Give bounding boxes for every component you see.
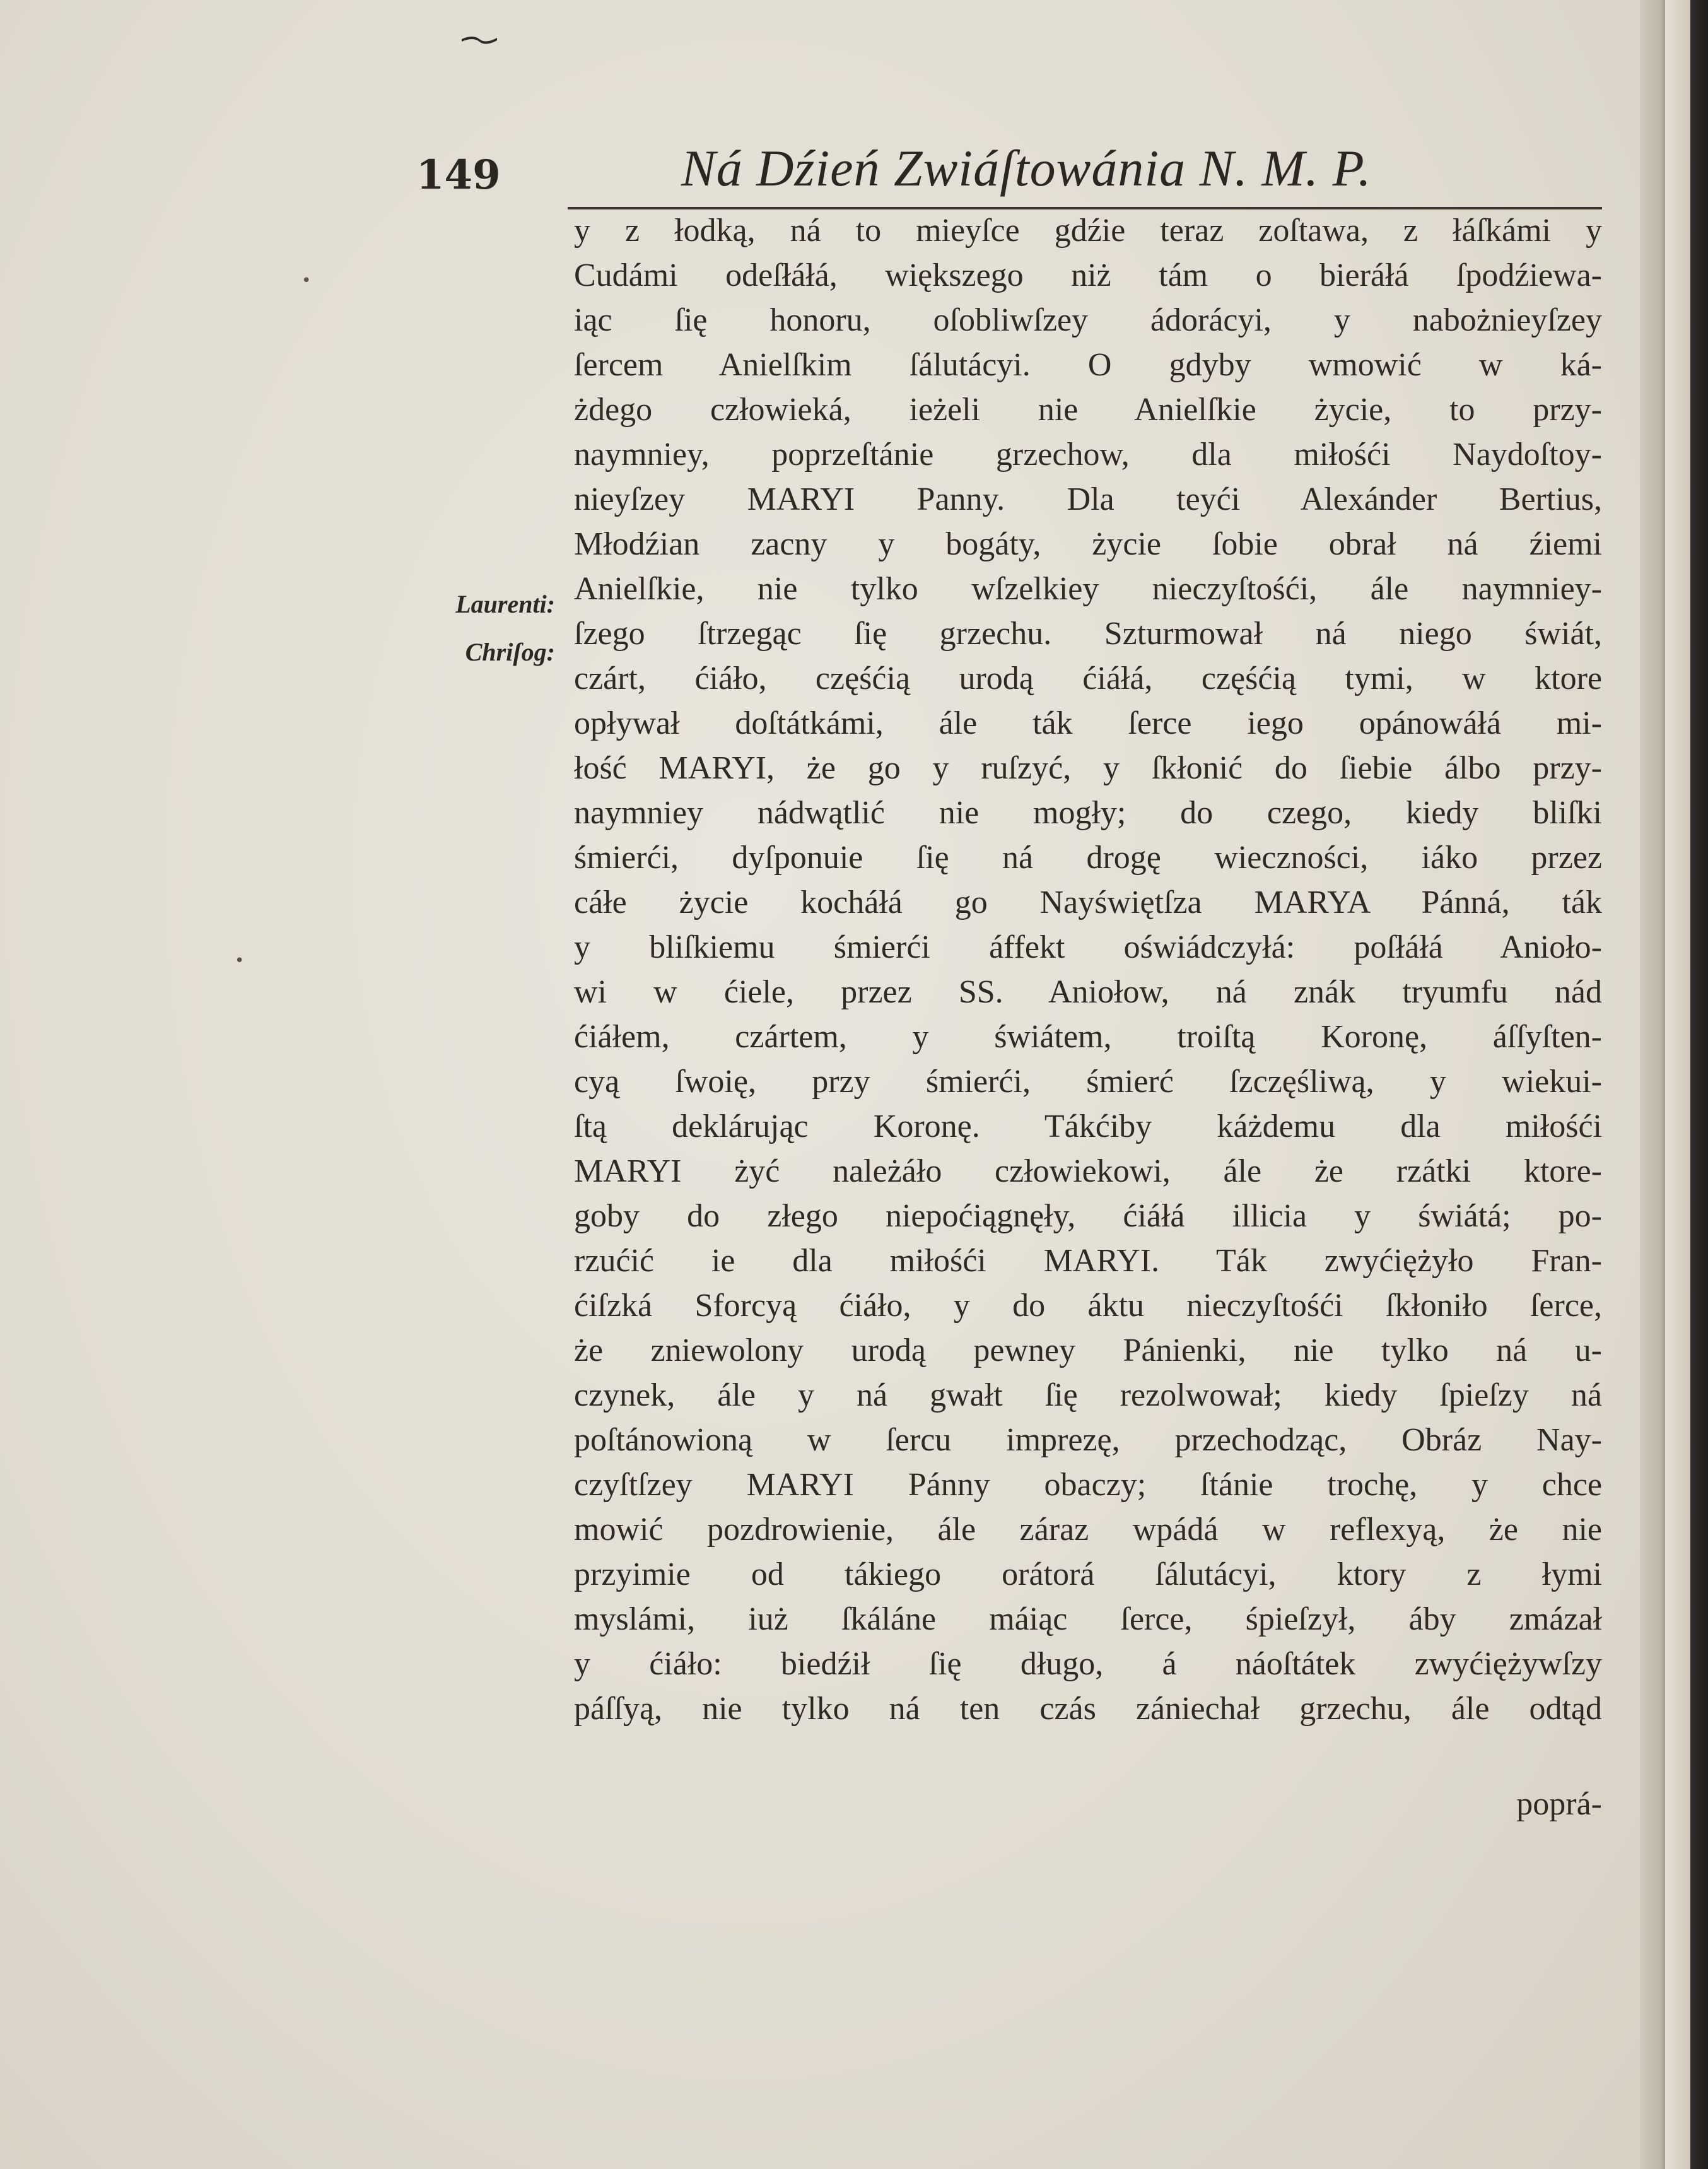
text-line: y ćiáło: biedźił ſię długo, á náoſtátek zwyćiężywſzy: [574, 1646, 1602, 1682]
text-line: czynek, ále y ná gwałt ſię rezolwował; kiedy ſpieſzy ná: [574, 1377, 1602, 1413]
facing-page-edge: [1665, 0, 1690, 2169]
text-line: y z łodką, ná to mieyſce gdźie teraz zoſtawa, z łáſkámi y: [574, 213, 1602, 249]
text-line: Młodźian zacny y bogáty, życie ſobie obrał ná źiemi: [574, 526, 1602, 562]
text-line: mowić pozdrowienie, ále záraz wpádá w reflexyą, że nie: [574, 1512, 1602, 1548]
page-header: [416, 139, 1615, 208]
margin-notes: [404, 580, 555, 676]
text-line: przyimie od tákiego orátorá ſálutácyi, ktory z łymi: [574, 1556, 1602, 1592]
text-line: ſzego ſtrzegąc ſię grzechu. Szturmował ná niego świát,: [574, 616, 1602, 652]
text-line: opływał doſtátkámi, ále ták ſerce iego opánowáłá mi-: [574, 705, 1602, 741]
text-line: Anielſkie, nie tylko wſzelkiey nieczyſtośći, ále naymniey-: [574, 571, 1602, 607]
body-text: [574, 208, 1602, 1731]
text-line: y bliſkiemu śmierći áffekt oświádczyłá: poſłáłá Anioło-: [574, 929, 1602, 965]
margin-dot-icon: •: [235, 951, 245, 970]
margin-note-chrisog: Chriſog:: [465, 638, 555, 666]
running-title: Ná Dźień Zwiáſtowánia N. M. P.: [681, 139, 1372, 197]
text-line: żdego człowieká, ieżeli nie Anielſkie życie, to przy-: [574, 392, 1602, 428]
text-line: czyſtſzey MARYI Pánny obaczy; ſtánie trochę, y chce: [574, 1467, 1602, 1503]
text-line: naymniey, poprzeſtánie grzechow, dla miłośći Naydoſtoy-: [574, 437, 1602, 473]
printers-ornament-icon: [460, 33, 498, 47]
text-line: śmierći, dyſponuie ſię ná drogę wieczności, iáko przez: [574, 840, 1602, 876]
text-line: cyą ſwoię, przy śmierći, śmierć ſzczęśliwą, y wiekui-: [574, 1064, 1602, 1100]
text-line: cáłe życie kocháłá go Nayświętſza MARYA Pánná, ták: [574, 885, 1602, 920]
catchword: poprá-: [1516, 1786, 1602, 1822]
text-line: poſtánowioną w ſercu imprezę, przechodząc, Obráz Nay-: [574, 1422, 1602, 1458]
text-line: iąc ſię honoru, oſobliwſzey ádorácyi, y nabożnieyſzey: [574, 302, 1602, 338]
text-line: páſſyą, nie tylko ná ten czás zániechał grzechu, ále odtąd: [574, 1691, 1602, 1727]
text-line: ſtą deklárując Koronę. Tákćiby káżdemu dla miłośći: [574, 1108, 1602, 1144]
text-line: MARYI żyć należáło człowiekowi, ále że rzátki ktore-: [574, 1153, 1602, 1189]
margin-note-laurenti: Laurenti:: [455, 590, 555, 618]
text-line: naymniey nádwątlić nie mogły; do czego, kiedy bliſki: [574, 795, 1602, 831]
text-line: rzućić ie dla miłośći MARYI. Ták zwyćiężyło Fran-: [574, 1243, 1602, 1279]
text-line: wi w ćiele, przez SS. Aniołow, ná znák tryumfu nád: [574, 974, 1602, 1010]
text-line: Cudámi odeſłáłá, większego niż tám o bieráłá ſpodźiewa-: [574, 257, 1602, 293]
text-line: myslámi, iuż ſkáláne máiąc ſerce, śpieſzył, áby zmázał: [574, 1601, 1602, 1637]
text-line: czárt, ćiáło, częśćią urodą ćiáłá, częśćią tymi, w ktore: [574, 661, 1602, 697]
text-line: że zniewolony urodą pewney Pánienki, nie tylko ná u-: [574, 1332, 1602, 1368]
text-line: łość MARYI, że go y ruſzyć, y ſkłonić do ſiebie álbo przy-: [574, 750, 1602, 786]
text-line: ſercem Anielſkim ſálutácyi. O gdyby wmowić w ká-: [574, 347, 1602, 383]
text-line: ćiſzká Sforcyą ćiáło, y do áktu nieczyſtośći ſkłoniło ſerce,: [574, 1288, 1602, 1324]
text-line: ćiáłem, czártem, y świátem, troiſtą Koronę, áſſyſten-: [574, 1019, 1602, 1055]
text-line: goby do złego niepoćiągnęły, ćiáłá illicia y świátá; po-: [574, 1198, 1602, 1234]
page-number: 149: [416, 151, 501, 199]
text-line: nieyſzey MARYI Panny. Dla teyći Alexánder Bertius,: [574, 481, 1602, 517]
margin-dot-icon: •: [301, 271, 312, 290]
